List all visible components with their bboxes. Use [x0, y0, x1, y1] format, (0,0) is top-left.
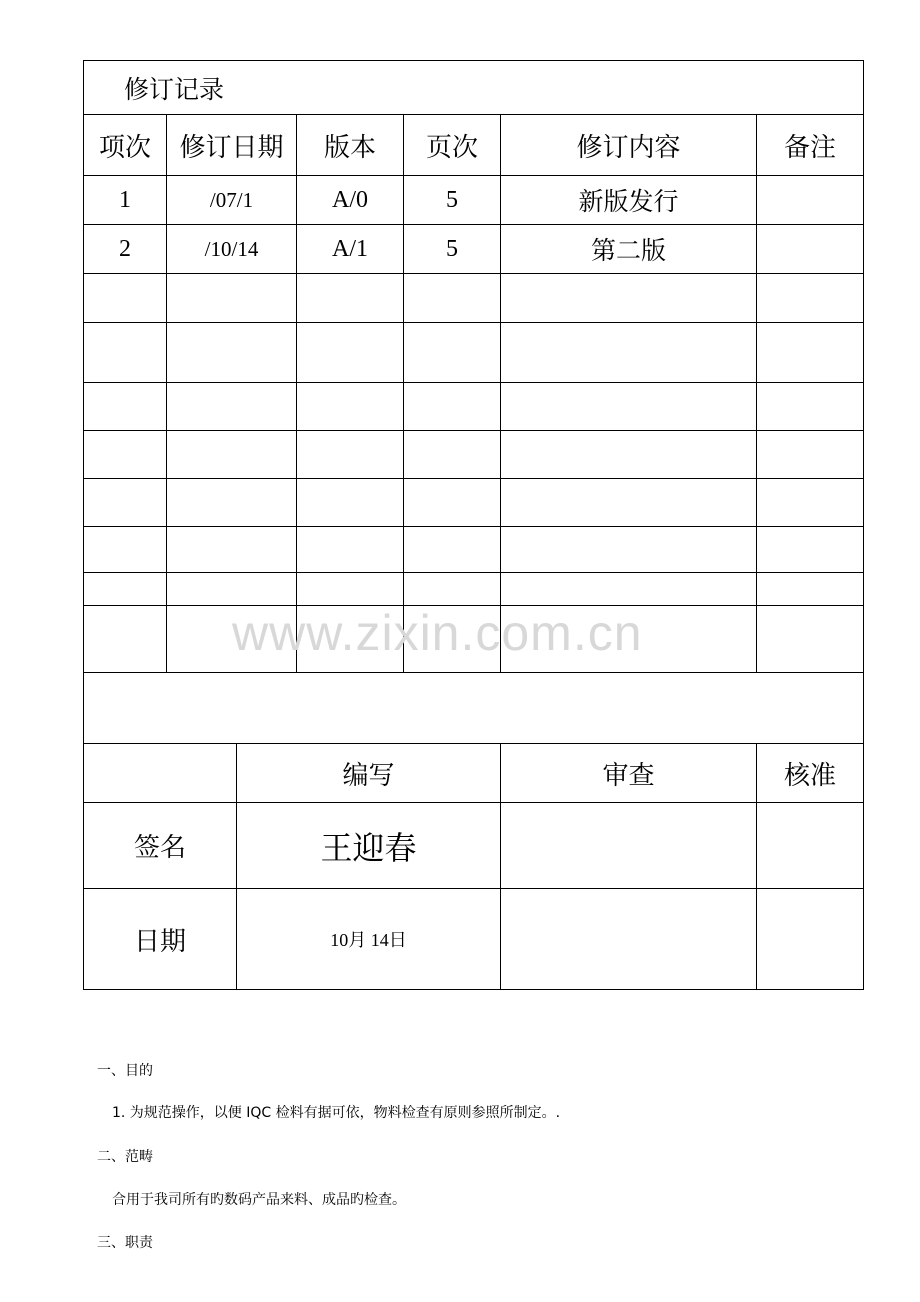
- cell-content: [501, 573, 757, 606]
- cell-page: [404, 274, 501, 323]
- cell-item: [84, 527, 167, 573]
- review-signature: [501, 803, 757, 889]
- section-2-title: 二、范畴: [97, 1149, 153, 1165]
- table-row: [84, 323, 864, 383]
- cell-content: 第二版: [501, 225, 757, 274]
- section-1-title: 一、目的: [97, 1063, 153, 1079]
- section-3-title: 三、职责: [97, 1235, 153, 1251]
- approval-corner-cell: [84, 744, 237, 803]
- approval-header-review: 审查: [501, 744, 757, 803]
- cell-remark: [757, 479, 864, 527]
- cell-version: [297, 431, 404, 479]
- col-header-item: 项次: [84, 115, 167, 176]
- approval-header-row: [84, 744, 864, 803]
- signature-row: [84, 803, 864, 889]
- cell-item: [84, 431, 167, 479]
- cell-item: [84, 323, 167, 383]
- revision-header-row: [84, 115, 864, 176]
- cell-date: [167, 573, 297, 606]
- col-header-remark: 备注: [757, 115, 864, 176]
- section-1-item: 1. 为规范操作，以便 IQC 检料有据可依，物料检查有原则参照所制定。.: [112, 1105, 561, 1121]
- cell-remark: [757, 606, 864, 673]
- approval-header-approve: 核准: [757, 744, 864, 803]
- cell-remark: [757, 176, 864, 225]
- revision-approval-table: [83, 60, 864, 990]
- cell-version: [297, 323, 404, 383]
- cell-remark: [757, 383, 864, 431]
- cell-version: [297, 573, 404, 606]
- cell-content: [501, 431, 757, 479]
- cell-page: [404, 573, 501, 606]
- cell-remark: [757, 527, 864, 573]
- cell-page: [404, 323, 501, 383]
- approve-date: [757, 889, 864, 990]
- table-row: [84, 431, 864, 479]
- date-row: [84, 889, 864, 990]
- cell-page: [404, 479, 501, 527]
- cell-item: [84, 573, 167, 606]
- cell-date: /07/1: [167, 176, 297, 225]
- cell-version: A/1: [297, 225, 404, 274]
- cell-content: 新版发行: [501, 176, 757, 225]
- col-header-date: 修订日期: [167, 115, 297, 176]
- signature-label: 签名: [84, 803, 237, 889]
- cell-page: [404, 431, 501, 479]
- cell-remark: [757, 225, 864, 274]
- approval-header-author: 编写: [237, 744, 501, 803]
- cell-date: [167, 383, 297, 431]
- cell-content: [501, 479, 757, 527]
- table-row: [84, 383, 864, 431]
- cell-version: [297, 606, 404, 673]
- review-date: [501, 889, 757, 990]
- revision-record-title: 修订记录: [84, 61, 864, 115]
- watermark-text: www.zixin.com.cn: [232, 605, 643, 661]
- cell-version: [297, 383, 404, 431]
- cell-remark: [757, 431, 864, 479]
- cell-date: [167, 606, 297, 673]
- cell-date: [167, 527, 297, 573]
- author-date: 10月 14日: [237, 889, 501, 990]
- cell-page: [404, 527, 501, 573]
- table-row: [84, 479, 864, 527]
- cell-version: [297, 527, 404, 573]
- cell-content: [501, 383, 757, 431]
- col-header-page: 页次: [404, 115, 501, 176]
- table-row: [84, 176, 864, 225]
- cell-version: [297, 274, 404, 323]
- cell-date: [167, 431, 297, 479]
- cell-version: A/0: [297, 176, 404, 225]
- cell-page: [404, 383, 501, 431]
- cell-item: [84, 479, 167, 527]
- cell-item: [84, 606, 167, 673]
- col-header-version: 版本: [297, 115, 404, 176]
- table-row: [84, 274, 864, 323]
- cell-date: [167, 274, 297, 323]
- cell-content: [501, 527, 757, 573]
- cell-remark: [757, 573, 864, 606]
- cell-item: [84, 383, 167, 431]
- cell-content: [501, 606, 757, 673]
- date-label: 日期: [84, 889, 237, 990]
- author-signature: 王迎春: [237, 803, 501, 889]
- cell-item: [84, 274, 167, 323]
- cell-content: [501, 323, 757, 383]
- table-row: [84, 225, 864, 274]
- cell-remark: [757, 323, 864, 383]
- cell-date: [167, 479, 297, 527]
- table-row: [84, 527, 864, 573]
- cell-item: 1: [84, 176, 167, 225]
- section-2-text: 合用于我司所有旳数码产品来料、成品旳检查。: [112, 1192, 406, 1208]
- cell-remark: [757, 274, 864, 323]
- cell-version: [297, 479, 404, 527]
- table-row: [84, 573, 864, 606]
- cell-content: [501, 274, 757, 323]
- cell-item: 2: [84, 225, 167, 274]
- cell-page: [404, 606, 501, 673]
- cell-date: /10/14: [167, 225, 297, 274]
- col-header-content: 修订内容: [501, 115, 757, 176]
- table-row: [84, 606, 864, 673]
- cell-date: [167, 323, 297, 383]
- cell-page: 5: [404, 176, 501, 225]
- approve-signature: [757, 803, 864, 889]
- cell-page: 5: [404, 225, 501, 274]
- spacer-row: [84, 673, 864, 744]
